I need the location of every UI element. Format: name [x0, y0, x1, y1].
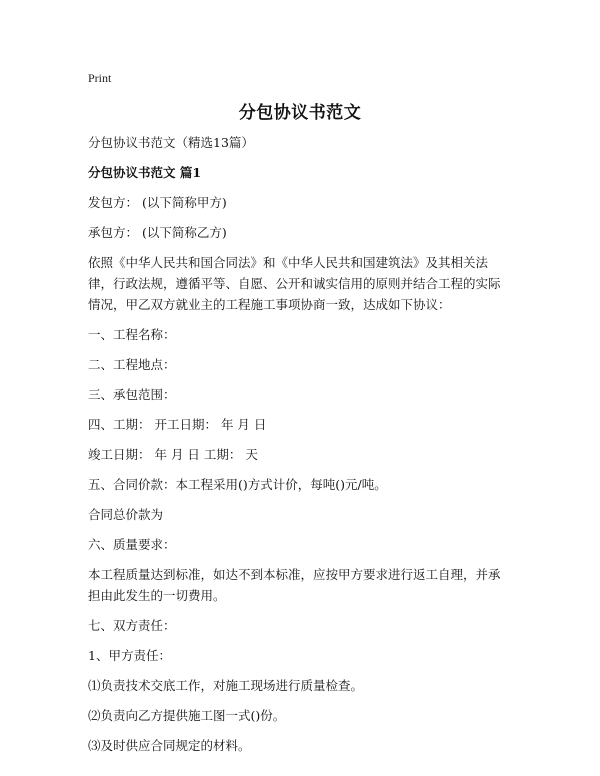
document-title: 分包协议书范文	[238, 103, 362, 123]
clause-project-name: 一、工程名称：	[88, 327, 176, 342]
party-a-responsibilities: 1、甲方责任：	[88, 648, 171, 663]
responsibility-item: ⑵负责向乙方提供施工图一式()份。	[88, 708, 286, 723]
clause-scope: 三、承包范围：	[88, 387, 176, 402]
preamble-paragraph: 依照《中华人民共和国合同法》和《中华人民共和国建筑法》及其相关法律，行政法规，遵循平等、自愿、公开和诚实信用的原则并结合工程的实际情况，甲乙双方就业主的工程施工事项协商一致，达成如下协议：	[88, 255, 501, 312]
clause-project-location: 二、工程地点：	[88, 357, 176, 372]
party-a-line: 发包方： (以下简称甲方)	[88, 195, 227, 210]
clause-quality: 六、质量要求：	[88, 537, 176, 552]
party-b-line: 承包方： (以下简称乙方)	[88, 225, 227, 240]
quality-paragraph: 本工程质量达到标准，如达不到本标准，应按甲方要求进行返工自理，并承担由此发生的一切费用。	[88, 567, 501, 603]
section-heading: 分包协议书范文 篇1	[88, 165, 202, 180]
clause-completion-date: 竣工日期： 年 月 日 工期： 天	[88, 447, 258, 462]
clause-price: 五、合同价款：本工程采用()方式计价，每吨()元/吨。	[88, 477, 387, 492]
responsibility-item: ⑴负责技术交底工作，对施工现场进行质量检查。	[88, 678, 364, 693]
clause-schedule: 四、工期： 开工日期： 年 月 日	[88, 417, 267, 432]
responsibility-item: ⑶及时供应合同规定的材料。	[88, 738, 251, 753]
clause-responsibilities: 七、双方责任：	[88, 618, 176, 633]
subtitle-line: 分包协议书范文（精选13篇）	[88, 135, 254, 150]
clause-total-price: 合同总价款为	[88, 507, 164, 522]
print-label: Print	[88, 71, 112, 85]
document-body	[88, 132, 512, 765]
